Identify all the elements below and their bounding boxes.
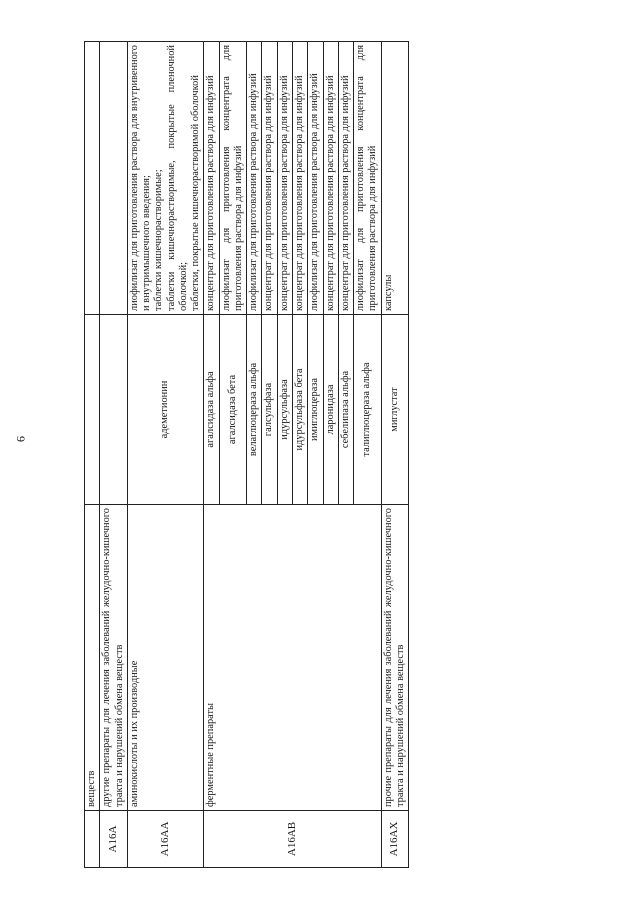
page-number: 9 — [14, 436, 28, 442]
table-row — [100, 42, 128, 868]
table-cell-form — [354, 42, 382, 315]
dosage-form: концентрат для приготовления раствора для инфузий — [205, 75, 217, 311]
table-cell-form — [323, 42, 338, 315]
table-cell-inn: галсульфаза — [262, 315, 277, 505]
table-cell-group: аминокислоты и их производные — [127, 505, 204, 811]
table-cell-code — [85, 811, 100, 868]
rotated-table-frame — [84, 42, 542, 868]
table-cell-inn: идурсульфаза — [277, 315, 292, 505]
table-cell-code: A16A — [100, 811, 128, 868]
dosage-form: концентрат для приготовления раствора для инфузий — [324, 75, 336, 311]
table-cell-form — [292, 42, 307, 315]
table-cell-form — [247, 42, 262, 315]
table-cell-group: другие препараты для лечения заболеваний желудочно-кишечного тракта и нарушений обмена веществ — [100, 505, 128, 811]
table-cell-inn: миглустат — [381, 315, 409, 505]
table-cell-inn: агалсидаза бета — [219, 315, 247, 505]
table-cell-form — [262, 42, 277, 315]
table-cell-inn: себелипаза альфа — [338, 315, 353, 505]
dosage-form: концентрат для приготовления раствора для инфузий — [293, 75, 305, 311]
table-cell-form — [204, 42, 219, 315]
table-row — [204, 42, 219, 868]
table-cell-carryover: веществ — [85, 505, 100, 811]
table-cell-form — [219, 42, 247, 315]
table-body — [85, 42, 409, 868]
dosage-form: лиофилизат для приготовления раствора для инфузий — [309, 73, 321, 311]
table-cell-group: ферментные препараты — [204, 505, 381, 811]
dosage-form: лиофилизат для приготовления раствора для внутривенного и внутримышечного введения; — [128, 45, 153, 311]
table-cell-inn — [85, 315, 100, 505]
dosage-form: концентрат для приготовления раствора для инфузий — [278, 75, 290, 311]
dosage-form: таблетки кишечнорастворимые; — [153, 169, 165, 311]
table-row — [381, 42, 409, 868]
dosage-form: лиофилизат для приготовления концентрата для приготовления раствора для инфузий — [355, 45, 379, 311]
drug-classification-table — [84, 41, 409, 868]
table-cell-inn: талиглюцераза альфа — [354, 315, 382, 505]
table-cell-form — [100, 42, 128, 315]
table-cell-form — [338, 42, 353, 315]
table-row-carryover — [85, 42, 100, 868]
table-cell-form — [308, 42, 323, 315]
table-cell-form — [127, 42, 204, 315]
dosage-form: концентрат для приготовления раствора для инфузий — [263, 75, 275, 311]
dosage-form: концентрат для приготовления раствора для инфузий — [339, 75, 351, 311]
table-cell-form — [85, 42, 100, 315]
table-cell-inn: адеметионин — [127, 315, 204, 505]
dosage-form: капсулы — [382, 274, 394, 311]
table-cell-inn: ларонидаза — [323, 315, 338, 505]
table-cell-form — [381, 42, 409, 315]
table-cell-inn: велаглюцераза альфа — [247, 315, 262, 505]
table-row — [127, 42, 204, 868]
table-cell-group: прочие препараты для лечения заболеваний желудочно-кишечного тракта и нарушений обмена веществ — [381, 505, 409, 811]
table-cell-code: A16AA — [127, 811, 204, 868]
table-cell-inn: имиглюцераза — [308, 315, 323, 505]
table-rotated — [84, 42, 542, 868]
dosage-form: лиофилизат для приготовления раствора для инфузий — [248, 73, 260, 311]
table-cell-code: A16AX — [381, 811, 409, 868]
table-cell-code: A16AB — [204, 811, 381, 868]
table-cell-inn — [100, 315, 128, 505]
dosage-form: лиофилизат для приготовления концентрата для приготовления раствора для инфузий — [220, 45, 244, 311]
dosage-form: таблетки, покрытые кишечнорастворимой оболочкой — [190, 75, 202, 311]
table-cell-inn: агалсидаза альфа — [204, 315, 219, 505]
table-cell-inn: идурсульфаза бета — [292, 315, 307, 505]
table-cell-form — [277, 42, 292, 315]
dosage-form: таблетки кишечнорастворимые, покрытые пленочной оболочкой; — [165, 45, 189, 311]
